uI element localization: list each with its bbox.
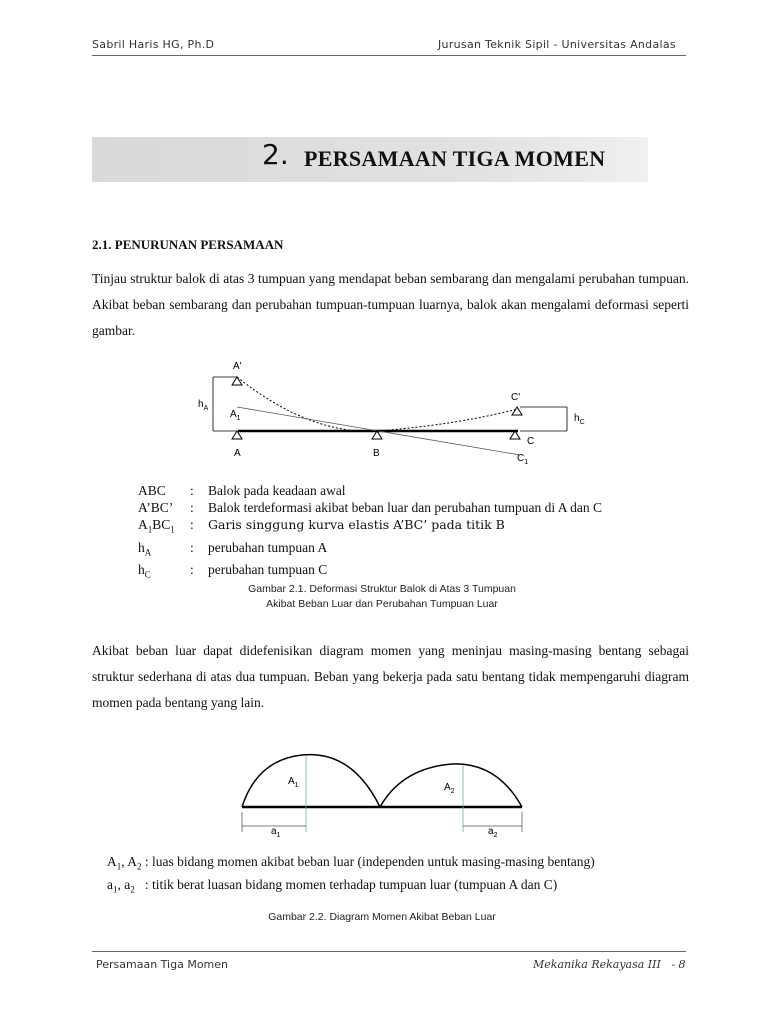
note-centroid: $a_1$, $a_2$ : titik berat luasan bidang momen terhadap tumpuan luar (tumpuan A dan C) [107, 876, 558, 895]
moment-area-1 [242, 755, 380, 807]
footer-divider [92, 951, 686, 952]
support-c-prime-icon [512, 407, 522, 415]
header-author: Sabril Haris HG, Ph.D [92, 38, 215, 51]
label-a: A [234, 448, 241, 459]
label-a1-dim: $a_1$ [271, 826, 281, 839]
deflected-curve [237, 377, 521, 431]
figure1-caption: Gambar 2.1. Deformasi Struktur Balok di Atas 3 Tumpuan Akibat Beban Luar dan Perubahan Tumpuan Luar [248, 583, 516, 610]
footer-course-page: Mekanika Rekayasa III - 8 [533, 958, 686, 971]
label-c1: $C_1$ [517, 453, 529, 466]
footer-chapter: Persamaan Tiga Momen [96, 958, 228, 971]
label-a-prime: A' [233, 361, 242, 372]
legend-row: $h_C$ : perubahan tumpuan C [138, 562, 328, 581]
moment-diagram [232, 740, 532, 845]
label-a2-dim: $a_2$ [488, 826, 498, 839]
header-divider [92, 55, 686, 56]
moment-area-2 [380, 764, 522, 807]
paragraph-intro: Tinjau struktur balok di atas 3 tumpuan yang mendapat beban sembarang dan mengalami perubahan tumpuan. Akibat beban sembarang dan perubahan tumpuan-tumpuan luarnya, balok akan mengalami deformasi seperti gambar. [92, 271, 689, 338]
label-c-prime: C' [511, 392, 521, 403]
legend-row: $h_A$ : perubahan tumpuan A [138, 539, 328, 558]
label-A1: $A_1$ [288, 776, 299, 789]
label-c: C [527, 436, 535, 447]
figure1-legend [138, 482, 602, 584]
legend-row: A’BC’ : Balok terdeformasi akibat beban luar dan perubahan tumpuan di A dan C [138, 500, 603, 515]
figure2-notes [107, 853, 595, 898]
section-heading: 2.1. PENURUNAN PERSAMAAN [92, 237, 284, 252]
label-A2: $A_2$ [444, 782, 455, 795]
support-a-prime-icon [232, 377, 242, 385]
label-ha: $h_A$ [198, 399, 209, 412]
label-hc: $h_C$ [574, 413, 585, 426]
paragraph-moment: Akibat beban luar dapat didefenisikan diagram momen yang meninjau masing-masing bentang sebagai struktur sederhana di atas dua tumpuan. Beban yang bekerja pada satu bentang tidak mempengaruhi diagram momen pada bentang yang lain. [92, 643, 689, 710]
note-area: $A_1$, $A_2$ : luas bidang momen akibat beban luar (independen untuk masing-masing bentang) [107, 854, 595, 872]
header-institution: Jurusan Teknik Sipil - Universitas Andalas [438, 38, 676, 51]
legend-row: ABC : Balok pada keadaan awal [138, 483, 346, 498]
chapter-number: 2. [262, 138, 289, 171]
label-b: B [373, 448, 380, 459]
legend-row: $A_1BC_1$ : Garis singgung kurva elastis A’BC’ pada titik B [138, 517, 505, 535]
beam-deformation-diagram [190, 355, 585, 470]
chapter-title: PERSAMAAN TIGA MOMEN [304, 146, 606, 171]
label-a1: $A_1$ [230, 409, 241, 422]
figure2-caption: Gambar 2.2. Diagram Momen Akibat Beban Luar [268, 911, 496, 923]
